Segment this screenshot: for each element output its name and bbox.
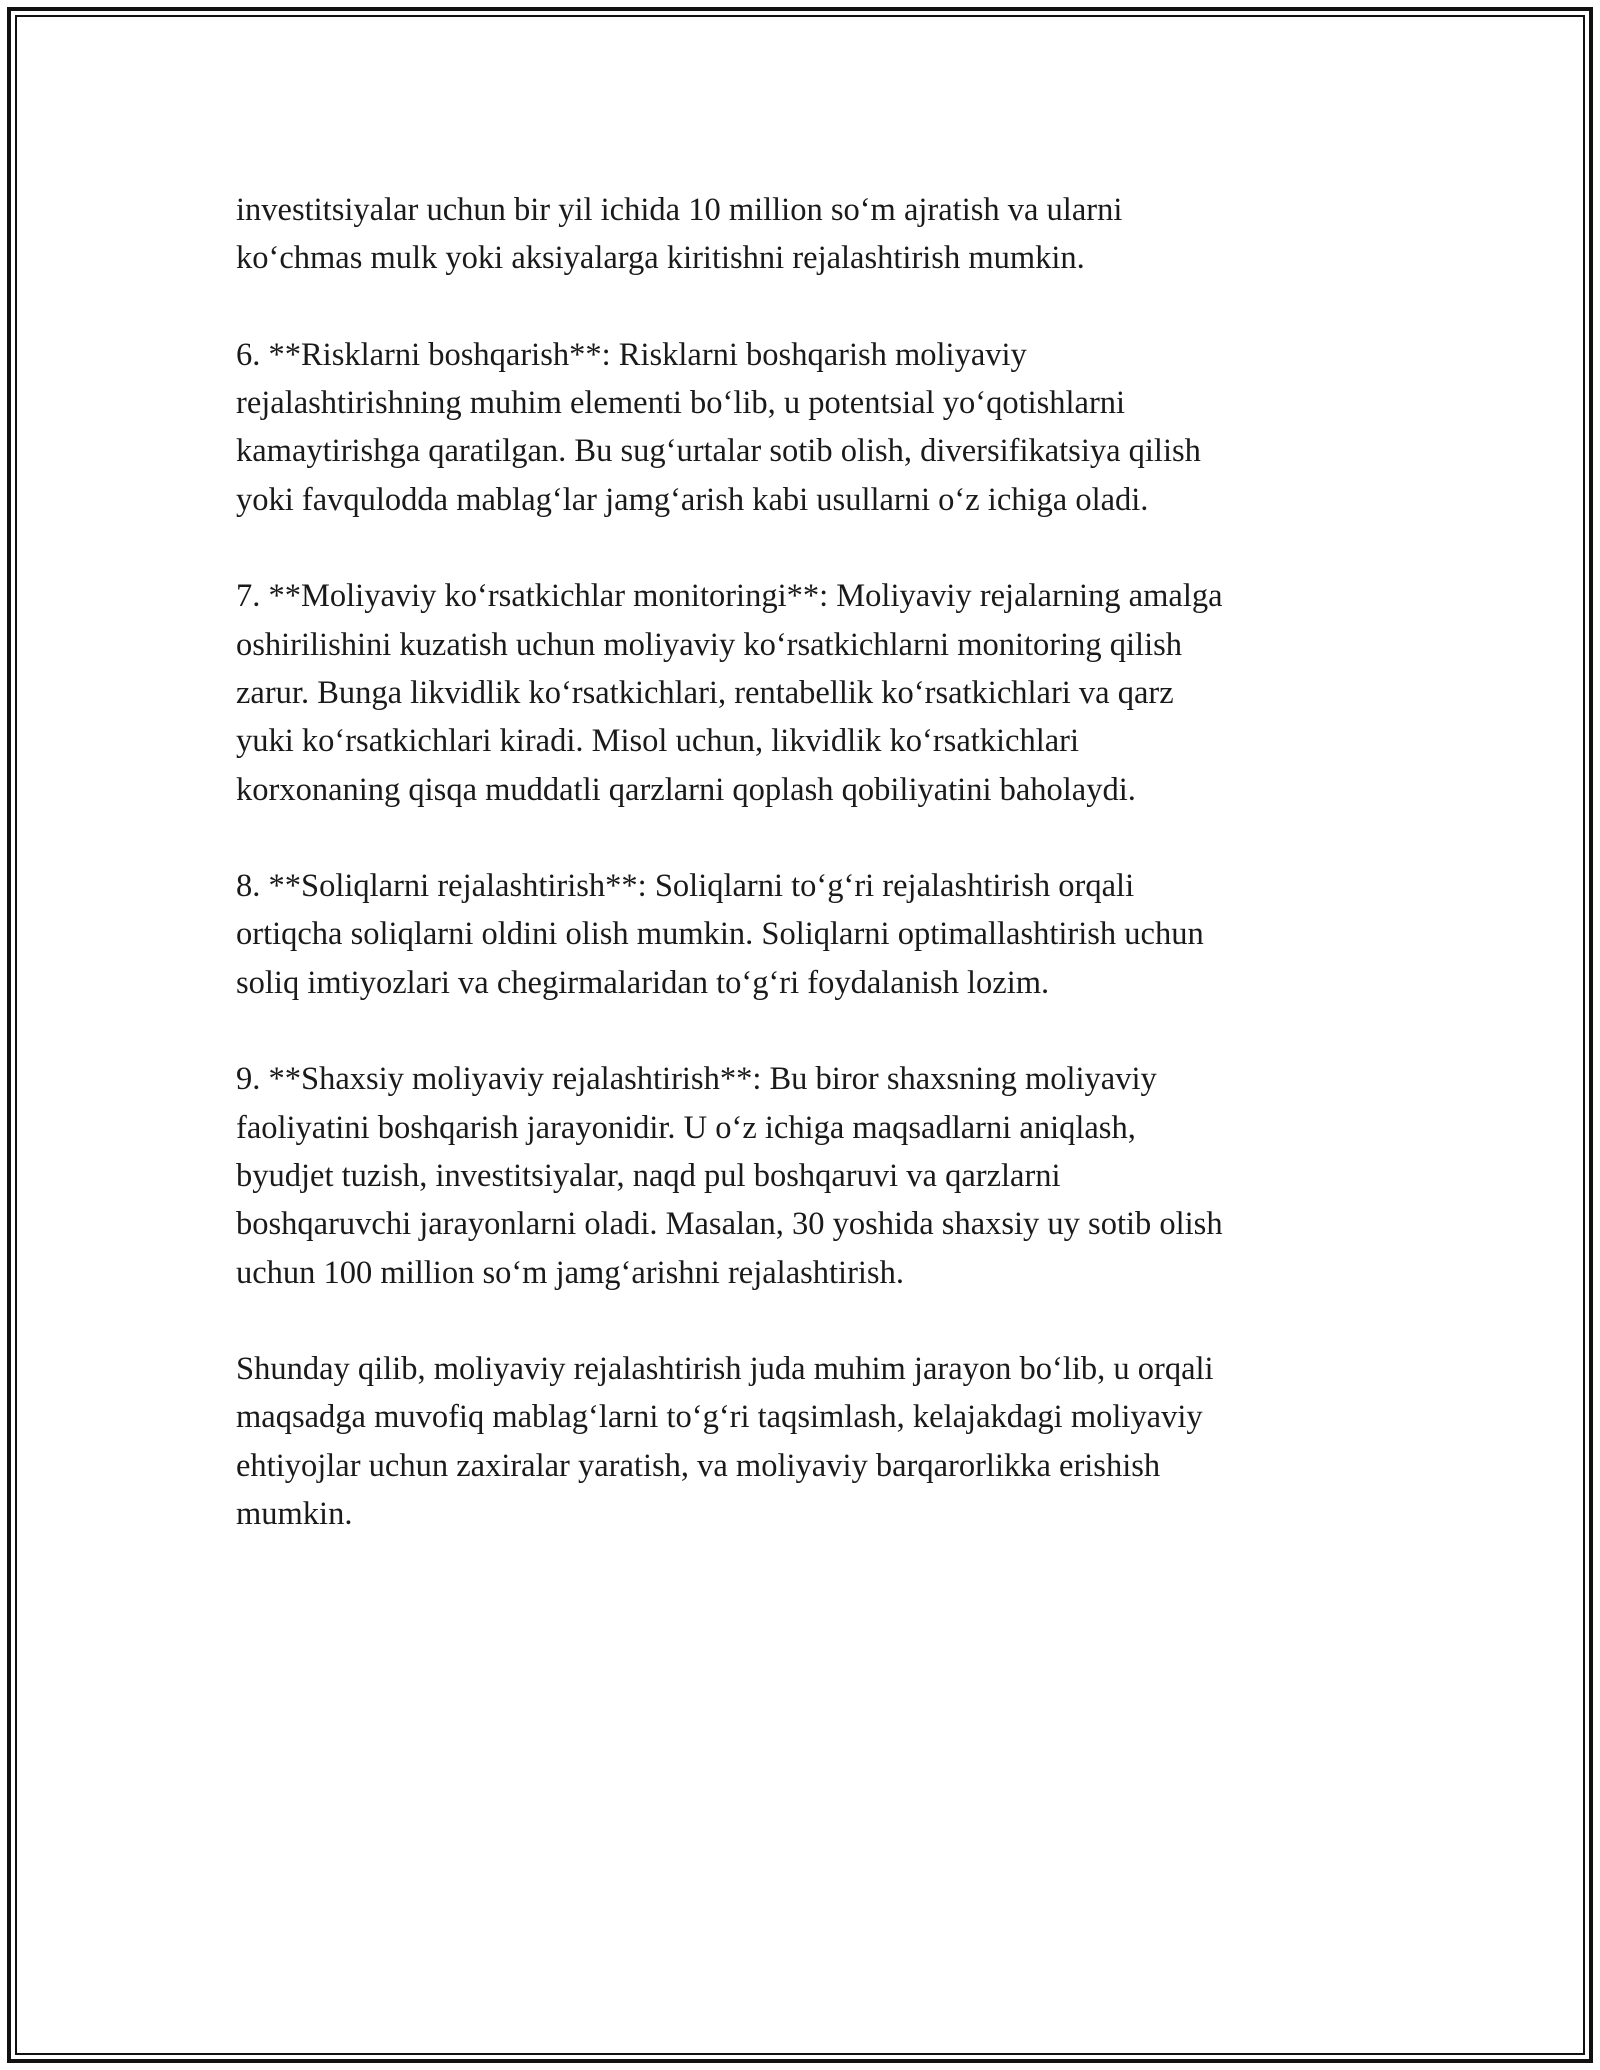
text-line: kamaytirishga qaratilgan. Bu sug‘urtalar sotib olish, diversifikatsiya qilish [236, 433, 1201, 470]
text-line: Shunday qilib, moliyaviy rejalashtirish juda muhim jarayon bo‘lib, u orqali [236, 1351, 1214, 1388]
document-body [236, 186, 1366, 1538]
paragraph-financial-indicators [236, 572, 1366, 813]
text-line: ehtiyojlar uchun zaxiralar yaratish, va moliyaviy barqarorlikka erishish [236, 1447, 1161, 1484]
text-line: mumkin. [236, 1496, 353, 1533]
paragraph-personal-planning [236, 1055, 1366, 1296]
text-line: ko‘chmas mulk yoki aksiyalarga kiritishni rejalashtirish mumkin. [236, 240, 1085, 277]
text-line: byudjet tuzish, investitsiyalar, naqd pul boshqaruvi va qarzlarni [236, 1157, 1061, 1194]
text-line: uchun 100 million so‘m jamg‘arishni rejalashtirish. [236, 1254, 904, 1291]
text-line: yuki ko‘rsatkichlari kiradi. Misol uchun, likvidlik ko‘rsatkichlari [236, 723, 1080, 760]
text-line: boshqaruvchi jarayonlarni oladi. Masalan, 30 yoshida shaxsiy uy sotib olish [236, 1206, 1223, 1243]
text-line: faoliyatini boshqarish jarayonidir. U o‘z ichiga maqsadlarni aniqlash, [236, 1109, 1136, 1146]
text-line: 8. **Soliqlarni rejalashtirish**: Soliqlarni to‘g‘ri rejalashtirish orqali [236, 868, 1135, 905]
text-line: oshirilishini kuzatish uchun moliyaviy ko‘rsatkichlarni monitoring qilish [236, 626, 1183, 663]
text-line: 9. **Shaxsiy moliyaviy rejalashtirish**: Bu biror shaxsning moliyaviy [236, 1061, 1157, 1098]
text-line: investitsiyalar uchun bir yil ichida 10 million so‘m ajratish va ularni [236, 192, 1123, 228]
paragraph-conclusion [236, 1345, 1366, 1538]
text-line: korxonaning qisqa muddatli qarzlarni qoplash qobiliyatini baholaydi. [236, 771, 1136, 808]
paragraph-tax-planning [236, 862, 1366, 1007]
text-line: ortiqcha soliqlarni oldini olish mumkin. Soliqlarni optimallashtirish uchun [236, 916, 1204, 953]
paragraph-risk-management [236, 331, 1366, 524]
text-line: soliq imtiyozlari va chegirmalaridan to‘g‘ri foydalanish lozim. [236, 964, 1050, 1001]
paragraph-investment-continuation [236, 186, 1366, 283]
text-line: zarur. Bunga likvidlik ko‘rsatkichlari, rentabellik ko‘rsatkichlari va qarz [236, 674, 1174, 711]
text-line: 7. **Moliyaviy ko‘rsatkichlar monitoringi**: Moliyaviy rejalarning amalga [236, 578, 1223, 615]
text-line: maqsadga muvofiq mablag‘larni to‘g‘ri taqsimlash, kelajakdagi moliyaviy [236, 1399, 1203, 1436]
text-line: rejalashtirishning muhim elementi bo‘lib, u potentsial yo‘qotishlarni [236, 385, 1126, 422]
text-line: 6. **Risklarni boshqarish**: Risklarni boshqarish moliyaviy [236, 336, 1027, 373]
text-line: yoki favqulodda mablag‘lar jamg‘arish kabi usullarni o‘z ichiga oladi. [236, 481, 1149, 518]
